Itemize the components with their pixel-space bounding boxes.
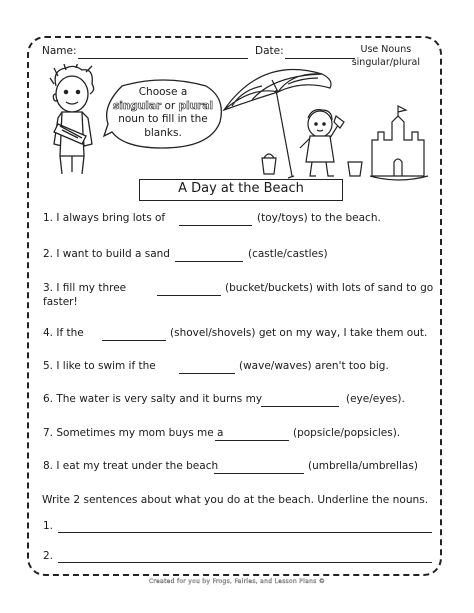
q2-text-after: (castle/castles) bbox=[248, 248, 328, 260]
topic-line-2: singular/plural bbox=[351, 57, 420, 68]
singular-word: singular bbox=[112, 99, 162, 112]
q3-text-before: 3. I fill my three bbox=[43, 282, 127, 294]
sentence-1-line[interactable] bbox=[58, 532, 432, 533]
boy-clipart bbox=[42, 64, 108, 176]
q6-text-after: (eye/eyes). bbox=[346, 393, 405, 405]
q3-text-continued: faster! bbox=[43, 296, 78, 308]
bubble-line-2 bbox=[104, 100, 222, 114]
sentence-1-label: 1. bbox=[43, 520, 54, 532]
q2-text-before: 2. I want to build a sand bbox=[43, 248, 170, 260]
sentence-2-label: 2. bbox=[43, 550, 54, 562]
q4-text-before: 4. If the bbox=[43, 327, 84, 339]
bubble-line-3: noun to fill in the bbox=[118, 113, 208, 125]
q8-text-before: 8. I eat my treat under the beach bbox=[43, 460, 219, 472]
q5-text-before: 5. I like to swim if the bbox=[43, 360, 156, 372]
worksheet-title: A Day at the Beach bbox=[178, 181, 304, 196]
date-label: Date: bbox=[255, 45, 284, 57]
q5-blank[interactable] bbox=[179, 373, 235, 374]
q4-blank[interactable] bbox=[102, 340, 166, 341]
date-field[interactable] bbox=[285, 58, 355, 59]
q8-text-after: (umbrella/umbrellas) bbox=[308, 460, 418, 472]
sentence-2-line[interactable] bbox=[58, 562, 432, 563]
q6-text-before: 6. The water is very salty and it burns my bbox=[43, 393, 263, 405]
q8-blank[interactable] bbox=[214, 473, 304, 474]
plural-word: plural bbox=[178, 99, 214, 112]
name-label: Name: bbox=[42, 45, 77, 57]
bubble-instructions bbox=[104, 86, 222, 140]
q7-blank[interactable] bbox=[215, 440, 289, 441]
bubble-line-4: blanks. bbox=[144, 126, 182, 139]
q6-blank[interactable] bbox=[261, 406, 339, 407]
q5-text-after: (wave/waves) aren't too big. bbox=[239, 360, 389, 372]
beach-scene-clipart bbox=[222, 66, 432, 186]
footer-credit: Created for you by Frogs, Fairies, and Lesson Plans © bbox=[148, 578, 326, 585]
writing-prompt: Write 2 sentences about what you do at the beach. Underline the nouns. bbox=[42, 494, 429, 506]
bubble-line-1: Choose a bbox=[138, 86, 188, 98]
or-word: or bbox=[161, 99, 179, 112]
q7-text-after: (popsicle/popsicles). bbox=[293, 427, 401, 439]
q7-text-before: 7. Sometimes my mom buys me a bbox=[43, 427, 224, 439]
topic-line-1: Use Nouns bbox=[360, 44, 412, 55]
q3-blank[interactable] bbox=[157, 295, 221, 296]
name-field[interactable] bbox=[78, 58, 248, 59]
q1-text-before: 1. I always bring lots of bbox=[43, 212, 166, 224]
q4-text-after: (shovel/shovels) get on my way, I take them out. bbox=[170, 327, 428, 339]
q3-text-after: (bucket/buckets) with lots of sand to go bbox=[225, 282, 434, 294]
q1-text-after: (toy/toys) to the beach. bbox=[257, 212, 381, 224]
q2-blank[interactable] bbox=[175, 261, 243, 262]
q1-blank[interactable] bbox=[179, 225, 252, 226]
